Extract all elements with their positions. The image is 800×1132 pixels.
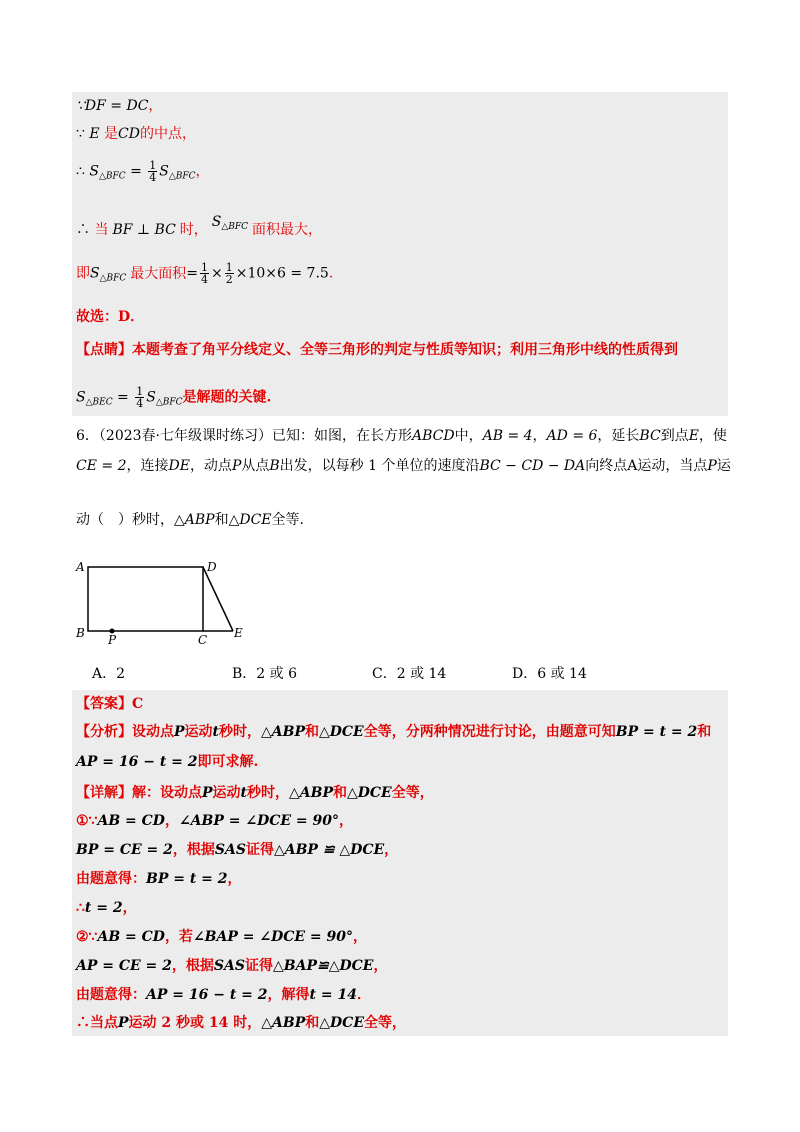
segment-de — [203, 567, 233, 631]
fraction: $\frac{1}{4}$ — [149, 159, 157, 184]
detail-line-2: ①∵AB = CD，∠ABP = ∠DCE = 90°， — [76, 813, 354, 829]
detail-line-9: ∴当点P运动 2 秒或 14 时，△ABP和△DCE全等， — [76, 1015, 406, 1031]
label-a: A — [76, 560, 85, 574]
question-line-2: CE = 2，连接DE，动点P从点B出发，以每秒 1 个单位的速度沿BC − CD − DA向终点A运动，当点P运 — [76, 458, 731, 474]
top-line-7: 【点睛】本题考查了角平分线定义、全等三角形的判定与性质等知识；利用三角形中线的性质得到 — [76, 342, 678, 358]
analysis-line-2: AP = 16 − t = 2即可求解. — [76, 754, 259, 770]
top-line-4: ∴ 当 BF ⊥ BC 时， $S_{\triangle BFC}$ 面积最大， — [76, 214, 323, 238]
question-line-1: 6．（2023春·七年级课时练习）已知：如图，在长方形ABCD中，AB = 4，AD = 6，延长BC到点E，使 — [76, 428, 727, 444]
answer-line — [76, 694, 143, 714]
math: ∵DF = DC — [76, 98, 149, 114]
top-line-6: 故选：D． — [76, 309, 145, 325]
rectangle-abcd — [88, 567, 203, 631]
analysis-tag: 【分析】 — [76, 724, 132, 740]
top-line-3: ∴ $S_{\triangle BFC}$ = $\frac{1}{4}$ $S_{\triangle BFC}$， — [76, 159, 210, 184]
option-d[interactable]: D．6 或 14 — [512, 666, 587, 682]
detail-line-8: 由题意得：AP = 16 − t = 2，解得t = 14． — [76, 987, 371, 1003]
option-a[interactable]: A．2 — [92, 666, 126, 682]
detail-line-1: 【详解】解：设动点P运动t秒时，△ABP和△DCE全等， — [76, 785, 434, 801]
question-line-3: 动（ ）秒时，△ABP和△DCE全等. — [76, 512, 304, 528]
detail-line-6: ②∵AB = CD，若∠BAP = ∠DCE = 90°， — [76, 929, 368, 945]
label-b: B — [76, 626, 85, 640]
option-b[interactable]: B．2 或 6 — [232, 666, 298, 682]
top-line-8: $S_{\triangle BEC}$ = $\frac{1}{4}$ $S_{\triangle BFC}$是解题的关键. — [76, 385, 272, 410]
answer-tag: 【答案】 — [76, 696, 132, 712]
answer-value: C — [132, 696, 144, 712]
detail-line-4: 由题意得：BP = t = 2， — [76, 871, 242, 887]
label-e: E — [234, 626, 243, 640]
label-p: P — [108, 633, 117, 647]
dianjing-tag: 【点睛】 — [76, 342, 132, 358]
option-c[interactable]: C．2 或 14 — [372, 666, 447, 682]
geometry-figure — [70, 555, 260, 650]
label-c: C — [198, 633, 208, 647]
analysis-line-1: 【分析】设动点P运动t秒时，△ABP和△DCE全等，分两种情况进行讨论，由题意可知BP = t = 2和 — [76, 724, 712, 740]
top-line-1: ∵DF = DC， — [76, 98, 163, 114]
label-d: D — [207, 560, 217, 574]
detail-line-5: ∴t = 2， — [76, 900, 137, 916]
detail-line-7: AP = CE = 2，根据SAS证得△BAP≌△DCE， — [76, 958, 388, 974]
top-line-5: 即$S_{\triangle BFC}$ 最大面积= $\frac{1}{4}$ × $\frac{1}{2}$ ×10×6 = 7.5. — [76, 261, 334, 286]
detail-tag: 【详解】 — [76, 785, 132, 801]
detail-line-3: BP = CE = 2，根据SAS证得△ABP ≌ △DCE， — [76, 842, 399, 858]
top-line-2: ∵ E 是CD的中点， — [76, 126, 196, 142]
